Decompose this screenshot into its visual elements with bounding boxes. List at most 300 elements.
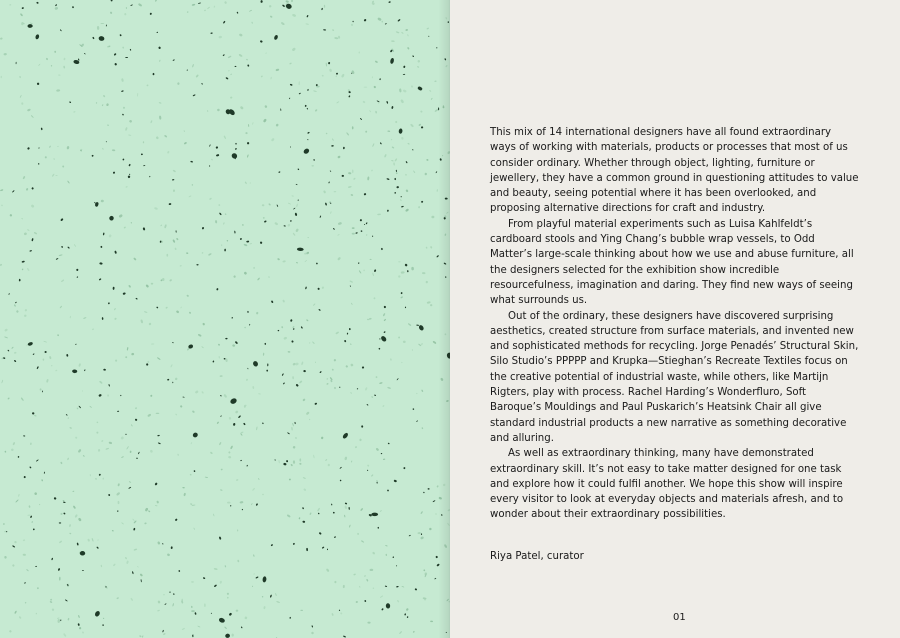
- light-speckle: [190, 474, 192, 476]
- light-speckle: [293, 233, 296, 237]
- light-speckle: [14, 304, 17, 307]
- light-speckle: [27, 229, 30, 232]
- dark-speckle: [343, 635, 346, 637]
- light-speckle: [281, 326, 284, 329]
- light-speckle: [407, 143, 410, 145]
- light-speckle: [385, 554, 387, 556]
- light-speckle: [99, 380, 103, 384]
- dark-speckle: [219, 212, 222, 215]
- light-speckle: [21, 218, 23, 219]
- light-speckle: [233, 275, 236, 278]
- light-speckle: [195, 390, 199, 394]
- dark-speckle: [187, 69, 188, 70]
- light-speckle: [391, 40, 395, 42]
- dark-speckle: [32, 353, 34, 355]
- light-speckle: [157, 357, 161, 360]
- light-speckle: [298, 517, 300, 520]
- light-speckle: [53, 158, 55, 160]
- light-speckle: [289, 478, 291, 480]
- light-speckle: [27, 514, 31, 515]
- light-speckle: [157, 610, 160, 612]
- dark-speckle: [262, 576, 266, 582]
- dark-speckle: [125, 434, 126, 435]
- light-speckle: [223, 135, 226, 139]
- light-speckle: [430, 621, 433, 623]
- dark-speckle: [235, 341, 238, 344]
- light-speckle: [249, 182, 251, 184]
- light-speckle: [435, 513, 437, 515]
- light-speckle: [252, 488, 255, 492]
- light-speckle: [399, 88, 402, 92]
- dark-speckle: [130, 4, 133, 6]
- dark-speckle: [127, 175, 130, 178]
- light-speckle: [54, 7, 58, 11]
- light-speckle: [116, 492, 120, 496]
- dark-speckle: [211, 613, 212, 614]
- light-speckle: [27, 268, 30, 272]
- light-speckle: [132, 518, 135, 521]
- dark-speckle: [334, 536, 336, 538]
- dark-speckle: [108, 302, 110, 304]
- light-speckle: [143, 141, 144, 143]
- dark-speckle: [412, 149, 414, 150]
- light-speckle: [198, 334, 202, 337]
- light-speckle: [352, 233, 355, 235]
- light-speckle: [201, 391, 204, 394]
- light-speckle: [74, 244, 77, 247]
- light-speckle: [348, 186, 352, 189]
- dark-speckle: [347, 332, 349, 334]
- light-speckle: [123, 107, 126, 110]
- light-speckle: [1, 380, 3, 384]
- light-speckle: [20, 95, 22, 98]
- light-speckle: [431, 98, 433, 100]
- dark-speckle: [128, 164, 131, 167]
- dark-speckle: [404, 613, 406, 615]
- dark-speckle: [296, 184, 298, 186]
- dark-speckle: [209, 144, 211, 147]
- light-speckle: [423, 597, 427, 600]
- light-speckle: [57, 619, 60, 623]
- light-speckle: [421, 389, 424, 392]
- light-speckle: [306, 411, 310, 415]
- light-speckle: [275, 68, 279, 71]
- dark-speckle: [298, 199, 299, 201]
- light-speckle: [35, 613, 37, 615]
- dark-speckle: [23, 435, 25, 436]
- light-speckle: [230, 445, 233, 449]
- dark-speckle: [379, 78, 381, 80]
- light-speckle: [228, 451, 231, 454]
- light-speckle: [31, 204, 35, 208]
- light-speckle: [334, 581, 336, 584]
- light-speckle: [352, 169, 353, 173]
- light-speckle: [304, 260, 307, 263]
- light-speckle: [176, 310, 180, 314]
- dark-speckle: [117, 510, 119, 512]
- light-speckle: [219, 581, 222, 584]
- light-speckle: [181, 600, 184, 604]
- light-speckle: [377, 17, 382, 21]
- dark-speckle: [364, 224, 365, 225]
- light-speckle: [207, 6, 210, 9]
- light-speckle: [244, 271, 248, 275]
- dark-speckle: [222, 54, 224, 56]
- dark-speckle: [182, 397, 184, 398]
- light-speckle: [107, 394, 109, 396]
- light-speckle: [4, 451, 6, 453]
- dark-speckle: [400, 196, 402, 198]
- light-speckle: [23, 539, 26, 541]
- dark-speckle: [401, 292, 403, 294]
- dark-speckle: [31, 187, 34, 190]
- dark-speckle: [377, 527, 379, 529]
- dark-speckle: [102, 624, 104, 626]
- light-speckle: [252, 586, 253, 587]
- light-speckle: [97, 539, 99, 540]
- dark-speckle: [381, 608, 384, 611]
- light-speckle: [129, 481, 132, 483]
- light-speckle: [138, 3, 143, 7]
- text-page: [450, 0, 900, 638]
- curator-essay: [490, 125, 860, 523]
- light-speckle: [192, 410, 195, 413]
- dark-speckle: [413, 408, 415, 410]
- dark-speckle: [358, 262, 360, 264]
- dark-speckle: [233, 423, 236, 426]
- light-speckle: [95, 478, 97, 480]
- light-speckle: [424, 172, 427, 175]
- light-speckle: [371, 2, 375, 6]
- dark-speckle: [114, 53, 117, 56]
- light-speckle: [258, 478, 260, 480]
- dark-speckle: [98, 473, 101, 476]
- dark-speckle: [12, 190, 15, 193]
- dark-speckle: [216, 288, 219, 291]
- light-speckle: [306, 319, 309, 322]
- light-speckle: [361, 540, 365, 543]
- light-speckle: [225, 358, 228, 362]
- light-speckle: [291, 195, 294, 197]
- light-speckle: [371, 396, 373, 398]
- light-speckle: [292, 326, 294, 328]
- light-speckle: [116, 597, 119, 599]
- light-speckle: [113, 563, 116, 566]
- dark-speckle: [271, 300, 274, 303]
- dark-speckle: [220, 395, 222, 397]
- light-speckle: [49, 145, 51, 148]
- dark-speckle: [77, 623, 79, 626]
- dark-speckle: [283, 463, 287, 466]
- dark-speckle: [421, 201, 423, 203]
- dark-speckle: [318, 512, 320, 514]
- light-speckle: [240, 433, 243, 436]
- light-speckle: [14, 352, 17, 354]
- light-speckle: [4, 336, 8, 338]
- dark-speckle: [417, 86, 423, 91]
- light-speckle: [114, 308, 117, 311]
- dark-speckle: [16, 62, 17, 65]
- dark-speckle: [132, 571, 134, 574]
- light-speckle: [11, 448, 14, 451]
- light-speckle: [292, 47, 297, 51]
- dark-speckle: [61, 246, 63, 248]
- light-speckle: [359, 51, 360, 53]
- light-speckle: [140, 319, 143, 323]
- dark-speckle: [72, 369, 77, 373]
- light-speckle: [22, 268, 24, 270]
- dark-speckle: [98, 36, 105, 42]
- dark-speckle: [384, 306, 387, 309]
- dark-speckle: [262, 422, 264, 424]
- light-speckle: [322, 75, 324, 77]
- dark-speckle: [110, 0, 112, 2]
- light-speckle: [18, 616, 21, 619]
- light-speckle: [301, 361, 304, 365]
- light-speckle: [108, 234, 112, 238]
- light-speckle: [182, 487, 185, 488]
- light-speckle: [394, 158, 397, 162]
- dark-speckle: [394, 178, 396, 180]
- light-speckle: [373, 297, 375, 299]
- dark-speckle: [238, 415, 241, 418]
- light-speckle: [263, 606, 265, 609]
- light-speckle: [148, 510, 151, 512]
- dark-speckle: [348, 91, 351, 94]
- dark-speckle: [397, 19, 400, 22]
- light-speckle: [214, 568, 218, 571]
- dark-speckle: [343, 147, 345, 150]
- dark-speckle: [293, 543, 296, 546]
- light-speckle: [30, 442, 32, 445]
- dark-speckle: [60, 619, 61, 621]
- dark-speckle: [63, 512, 65, 514]
- dark-speckle: [99, 278, 102, 281]
- dark-speckle: [376, 482, 378, 484]
- light-speckle: [4, 530, 6, 532]
- light-speckle: [313, 90, 317, 92]
- light-speckle: [54, 51, 56, 53]
- light-speckle: [350, 343, 352, 345]
- light-speckle: [30, 22, 34, 24]
- dark-speckle: [156, 32, 158, 34]
- dark-speckle: [361, 366, 364, 369]
- light-speckle: [396, 172, 398, 174]
- dark-speckle: [416, 324, 419, 326]
- dark-speckle: [365, 222, 367, 224]
- light-speckle: [121, 456, 124, 458]
- light-speckle: [204, 603, 206, 607]
- dark-speckle: [273, 34, 278, 40]
- dark-speckle: [328, 181, 330, 183]
- dark-speckle: [301, 326, 304, 329]
- light-speckle: [405, 29, 408, 31]
- dark-speckle: [240, 460, 242, 462]
- dark-speckle: [21, 260, 24, 262]
- light-speckle: [90, 474, 91, 476]
- light-speckle: [82, 631, 84, 633]
- light-speckle: [144, 311, 148, 313]
- light-speckle: [57, 617, 60, 619]
- dark-speckle: [280, 108, 281, 111]
- dark-speckle: [92, 37, 95, 40]
- light-speckle: [219, 442, 222, 446]
- dark-speckle: [158, 442, 161, 444]
- dark-speckle: [306, 15, 308, 18]
- light-speckle: [24, 315, 26, 317]
- light-speckle: [58, 74, 60, 75]
- light-speckle: [228, 70, 230, 71]
- light-speckle: [229, 417, 232, 420]
- light-speckle: [133, 257, 137, 261]
- light-speckle: [66, 146, 69, 150]
- dark-speckle: [287, 432, 290, 434]
- light-speckle: [395, 121, 398, 124]
- light-speckle: [367, 176, 369, 180]
- dark-speckle: [141, 153, 143, 155]
- light-speckle: [252, 122, 254, 125]
- dark-speckle: [96, 546, 99, 549]
- light-speckle: [21, 102, 23, 105]
- light-speckle: [400, 199, 402, 201]
- dark-speckle: [252, 360, 259, 367]
- light-speckle: [406, 608, 409, 611]
- light-speckle: [156, 500, 159, 503]
- light-speckle: [401, 362, 402, 363]
- light-speckle: [336, 101, 339, 104]
- light-speckle: [370, 569, 374, 571]
- dark-speckle: [236, 12, 238, 14]
- dark-speckle: [99, 262, 103, 265]
- dark-speckle: [117, 411, 119, 412]
- dark-speckle: [277, 330, 279, 332]
- dark-speckle: [153, 73, 155, 75]
- light-speckle: [334, 37, 338, 39]
- light-speckle: [309, 342, 310, 344]
- light-speckle: [244, 181, 247, 184]
- light-speckle: [100, 23, 104, 24]
- light-speckle: [220, 375, 223, 377]
- light-speckle: [244, 616, 247, 619]
- light-speckle: [190, 503, 193, 505]
- dark-speckle: [291, 340, 294, 343]
- light-speckle: [139, 635, 142, 638]
- dark-speckle: [164, 603, 166, 605]
- light-speckle: [295, 437, 297, 439]
- dark-speckle: [247, 142, 250, 145]
- light-speckle: [193, 527, 195, 530]
- light-speckle: [313, 303, 316, 306]
- dark-speckle: [162, 630, 164, 633]
- light-speckle: [131, 222, 132, 224]
- light-speckle: [228, 456, 231, 459]
- dark-speckle: [35, 566, 37, 567]
- light-speckle: [59, 305, 62, 308]
- light-speckle: [367, 319, 369, 321]
- dark-speckle: [129, 174, 131, 175]
- light-speckle: [105, 448, 109, 451]
- light-speckle: [323, 190, 326, 194]
- light-speckle: [67, 417, 69, 419]
- light-speckle: [177, 82, 180, 85]
- dark-speckle: [385, 585, 388, 587]
- dark-speckle: [121, 90, 124, 92]
- light-speckle: [34, 492, 37, 495]
- light-speckle: [427, 301, 431, 304]
- dark-speckle: [209, 165, 210, 166]
- light-speckle: [379, 382, 383, 384]
- light-speckle: [117, 483, 120, 486]
- light-speckle: [163, 594, 165, 596]
- dark-speckle: [194, 612, 196, 615]
- dark-speckle: [108, 384, 110, 387]
- light-speckle: [385, 545, 388, 547]
- light-speckle: [417, 66, 420, 68]
- light-speckle: [192, 64, 195, 68]
- light-speckle: [359, 438, 362, 441]
- light-speckle: [252, 386, 254, 389]
- light-speckle: [384, 154, 387, 158]
- light-speckle: [372, 76, 373, 78]
- dark-speckle: [331, 145, 334, 147]
- light-speckle: [292, 376, 293, 379]
- dark-speckle: [8, 293, 10, 295]
- light-speckle: [205, 477, 208, 478]
- dark-speckle: [342, 432, 349, 439]
- dark-speckle: [122, 158, 124, 160]
- dark-speckle: [108, 494, 110, 496]
- dark-speckle: [91, 155, 94, 157]
- light-speckle: [151, 283, 154, 285]
- light-speckle: [263, 118, 267, 122]
- dark-speckle: [192, 432, 199, 439]
- light-speckle: [326, 568, 330, 572]
- dark-speckle: [106, 24, 107, 26]
- dark-speckle: [103, 369, 106, 371]
- dark-speckle: [412, 55, 414, 57]
- dark-speckle: [306, 548, 308, 551]
- light-speckle: [221, 244, 222, 246]
- dark-speckle: [403, 74, 406, 75]
- light-speckle: [55, 175, 57, 176]
- light-speckle: [251, 503, 253, 505]
- dark-speckle: [31, 238, 33, 241]
- dark-speckle: [293, 328, 295, 330]
- light-speckle: [217, 108, 220, 111]
- light-speckle: [218, 36, 222, 39]
- dark-speckle: [203, 577, 206, 579]
- dark-speckle: [297, 247, 304, 251]
- light-speckle: [131, 424, 133, 427]
- light-speckle: [41, 479, 43, 481]
- light-speckle: [83, 455, 85, 457]
- dark-speckle: [286, 460, 288, 462]
- light-speckle: [263, 217, 265, 219]
- light-speckle: [393, 162, 395, 165]
- light-speckle: [1, 204, 3, 206]
- light-speckle: [300, 610, 303, 611]
- dark-speckle: [333, 512, 335, 514]
- dark-speckle: [256, 503, 259, 506]
- dark-speckle: [409, 535, 411, 537]
- dark-speckle: [63, 501, 66, 503]
- dark-speckle: [357, 388, 359, 390]
- dark-speckle: [264, 220, 267, 223]
- light-speckle: [364, 575, 365, 577]
- light-speckle: [332, 29, 335, 31]
- dark-speckle: [225, 77, 228, 80]
- light-speckle: [4, 556, 7, 559]
